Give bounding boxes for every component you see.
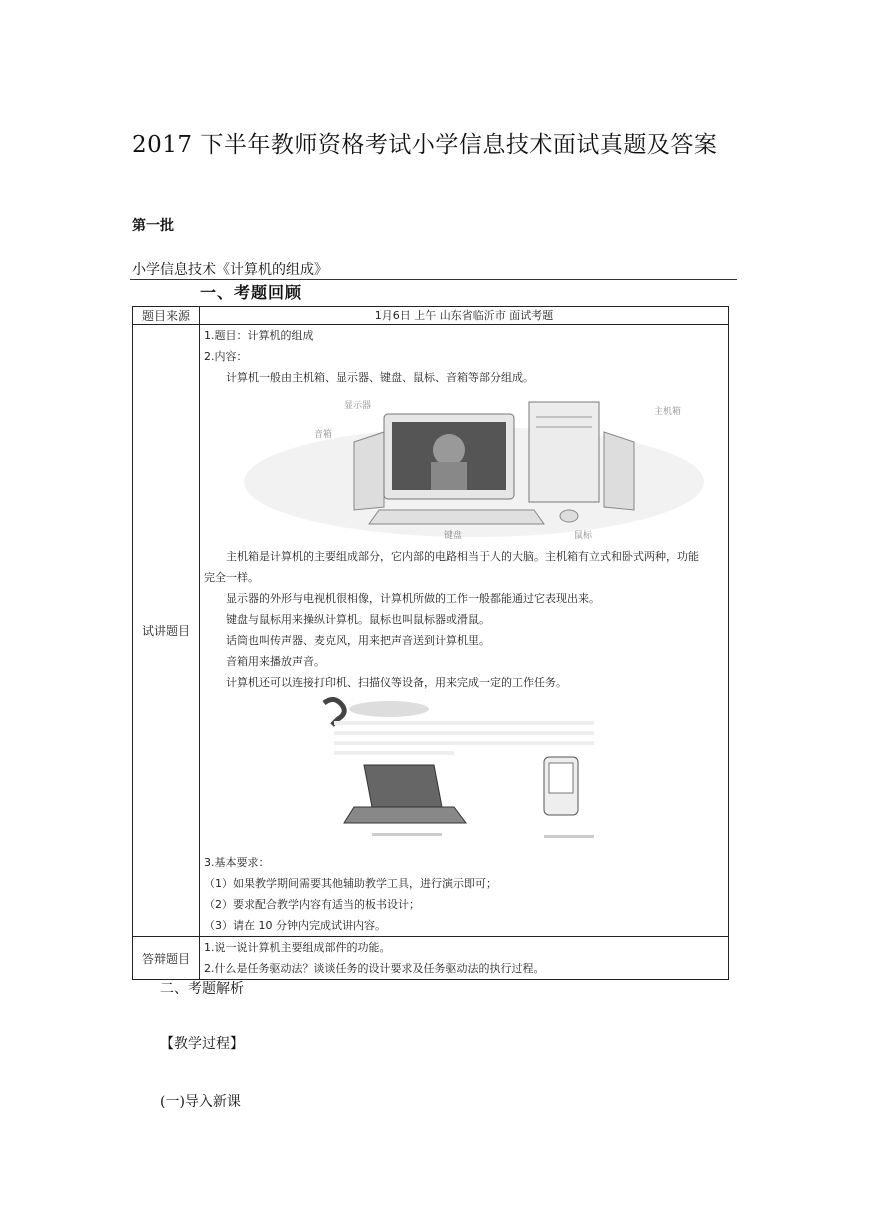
- label-defense: 答辩题目: [133, 937, 200, 980]
- label-lecture-topic: 试讲题目: [133, 325, 200, 937]
- paragraph-keyboard: 键盘与鼠标用来操纵计算机。鼠标也叫鼠标器或滑鼠。: [226, 613, 490, 626]
- label-source: 题目来源: [133, 307, 200, 325]
- paragraph-peripherals: 计算机还可以连接打印机、扫描仪等设备，用来完成一定的工作任务。: [226, 676, 567, 689]
- paragraph-microphone: 话筒也叫传声器、麦克风，用来把声音送到计算机里。: [226, 634, 490, 647]
- computer-illustration: [204, 392, 704, 542]
- paragraph-monitor: 显示器的外形与电视机很相像，计算机所做的工作一般都能通过它表现出来。: [226, 592, 600, 605]
- paragraph-case-cont: 完全一样。: [204, 571, 259, 584]
- source-value: 1月6日 上午 山东省临沂市 面试考题: [200, 307, 729, 325]
- requirement-1: （1）如果教学期间需要其他辅助教学工具，进行演示即可；: [204, 877, 497, 890]
- requirements-head: 3.基本要求：: [204, 856, 270, 869]
- step-intro-heading: (一)导入新课: [160, 1094, 241, 1110]
- keyboard-icon: [369, 510, 544, 524]
- table-row: [133, 937, 729, 980]
- speaker-right-icon: [604, 432, 634, 510]
- section-heading-analysis: 二、考题解析: [160, 981, 244, 997]
- devices-figure: [204, 695, 724, 850]
- mouse-icon: [560, 510, 578, 522]
- computer-parts-figure: [204, 392, 724, 542]
- section-heading-review: 一、考题回顾: [200, 283, 303, 302]
- laptop-pda-illustration: [204, 695, 704, 850]
- intro-line: 计算机一般由主机箱、显示器、键盘、鼠标、音箱等部分组成。: [226, 371, 534, 384]
- label-speaker: 音箱: [314, 430, 333, 440]
- requirement-3: （3）请在 10 分钟内完成试讲内容。: [204, 919, 386, 932]
- label-mouse: 鼠标: [574, 531, 593, 541]
- paragraph-case: 主机箱是计算机的主要组成部分，它内部的电路相当于人的大脑。主机箱有立式和卧式两种，功能: [226, 550, 699, 563]
- topic-line: 1.题目：计算机的组成: [204, 329, 314, 342]
- defense-q2: 2.什么是任务驱动法？谈谈任务的设计要求及任务驱动法的执行过程。: [204, 962, 545, 975]
- defense-cell: [200, 937, 729, 980]
- subject-line: 小学信息技术《计算机的组成》: [132, 262, 328, 278]
- table-row: [133, 325, 729, 937]
- document-title: 2017 下半年教师资格考试小学信息技术面试真题及答案: [132, 132, 718, 158]
- table-row: [133, 307, 729, 325]
- label-tower: 主机箱: [654, 407, 682, 417]
- teaching-process-heading: 【教学过程】: [160, 1036, 244, 1052]
- label-keyboard: 键盘: [444, 531, 463, 541]
- requirement-2: （2）要求配合教学内容有适当的板书设计；: [204, 898, 420, 911]
- label-monitor: 显示器: [344, 401, 372, 411]
- content-head: 2.内容：: [204, 350, 248, 363]
- exam-question-table: [132, 306, 729, 980]
- batch-heading: 第一批: [132, 218, 174, 234]
- paragraph-speaker: 音箱用来播放声音。: [226, 655, 325, 668]
- defense-q1: 1.说一说计算机主要组成部件的功能。: [204, 941, 391, 954]
- laptop-icon: [364, 765, 442, 807]
- speaker-left-icon: [354, 432, 384, 510]
- lecture-content-cell: [200, 325, 729, 937]
